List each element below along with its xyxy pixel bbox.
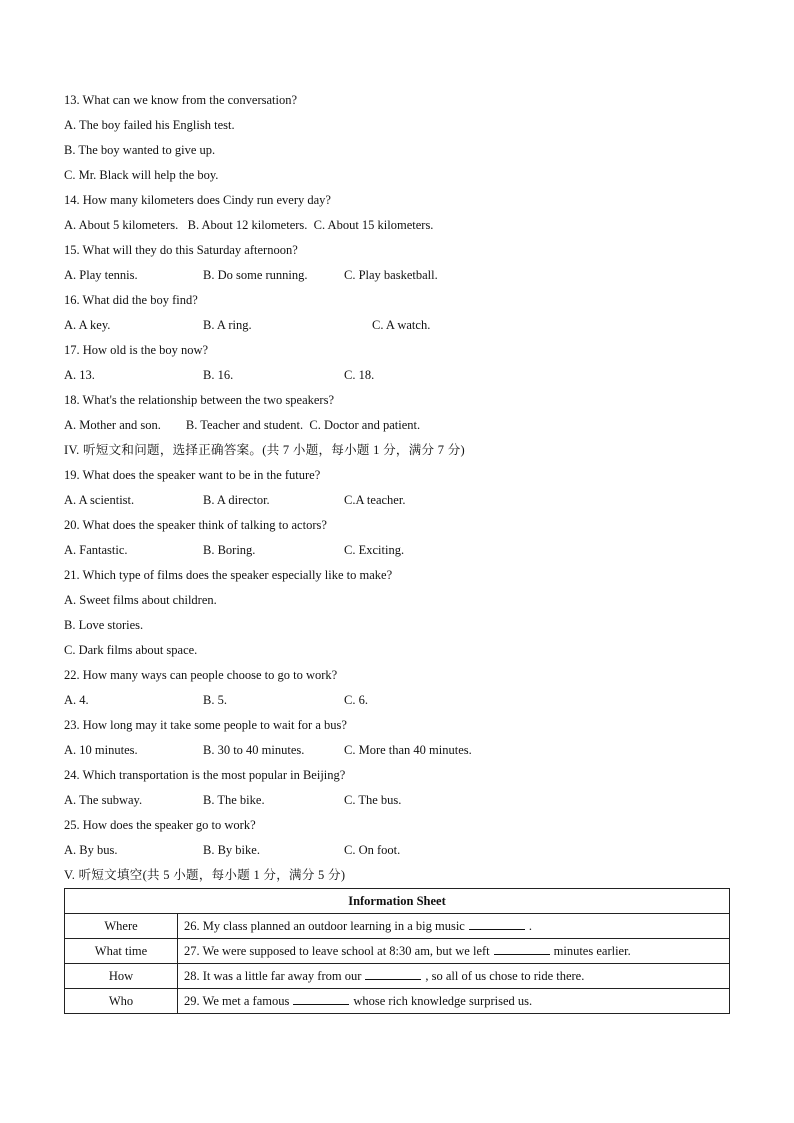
row-sentence: [178, 964, 730, 989]
question-text: 13. What can we know from the conversation?: [64, 93, 298, 107]
answer-option: A. The boy failed his English test.: [64, 118, 235, 132]
answer-option: C. Mr. Black will help the boy.: [64, 168, 219, 182]
question-text: 20. What does the speaker think of talking to actors?: [64, 518, 327, 532]
answer-blank[interactable]: [293, 993, 349, 1005]
question-text: 16. What did the boy find?: [64, 293, 198, 307]
answer-option: C. Exciting.: [344, 543, 405, 557]
answer-option: C. More than 40 minutes.: [344, 743, 472, 757]
answer-blank[interactable]: [469, 918, 525, 930]
question-text: 15. What will they do this Saturday afternoon?: [64, 243, 298, 257]
answer-option: C.A teacher.: [344, 493, 406, 507]
answer-option: B. Do some running.: [203, 268, 308, 282]
sentence-start: 26. My class planned an outdoor learning in a big music: [184, 919, 465, 933]
answer-option: A. A scientist.: [64, 493, 135, 507]
sentence-start: 27. We were supposed to leave school at 8:30 am, but we left: [184, 944, 490, 958]
row-sentence: [178, 914, 730, 939]
sentence-start: 29. We met a famous: [184, 994, 290, 1008]
row-label: Where: [65, 914, 178, 939]
information-sheet-table: [64, 888, 730, 1014]
question-text: 17. How old is the boy now?: [64, 343, 209, 357]
answer-option: B. A director.: [203, 493, 270, 507]
answer-option: A. A key.: [64, 318, 111, 332]
answer-option: C. Play basketball.: [344, 268, 438, 282]
answer-option: A. The subway.: [64, 793, 143, 807]
answer-options-row: [64, 488, 730, 513]
exam-page: [64, 88, 730, 1014]
answer-option: C. 6.: [344, 693, 368, 707]
row-label: What time: [65, 939, 178, 964]
sentence-end: .: [528, 919, 532, 933]
answer-options-line: A. About 5 kilometers. B. About 12 kilometers. C. About 15 kilometers.: [64, 218, 434, 232]
question-text: 19. What does the speaker want to be in the future?: [64, 468, 321, 482]
answer-option: B. 5.: [203, 693, 227, 707]
answer-option: C. Dark films about space.: [64, 643, 198, 657]
answer-options-row: [64, 363, 730, 388]
answer-option: B. The bike.: [203, 793, 265, 807]
answer-option: B. The boy wanted to give up.: [64, 143, 216, 157]
section-heading: V. 听短文填空(共 5 小题，每小题 1 分，满分 5 分): [64, 868, 346, 882]
answer-options-line: A. Mother and son. B. Teacher and student. C. Doctor and patient.: [64, 418, 421, 432]
answer-option: B. 30 to 40 minutes.: [203, 743, 305, 757]
question-text: 25. How does the speaker go to work?: [64, 818, 256, 832]
sentence-end: whose rich knowledge surprised us.: [353, 994, 533, 1008]
question-text: 22. How many ways can people choose to go to work?: [64, 668, 338, 682]
answer-options-row: [64, 538, 730, 563]
row-sentence: [178, 939, 730, 964]
answer-options-row: [64, 688, 730, 713]
sentence-end: minutes earlier.: [553, 944, 631, 958]
answer-option: B. A ring.: [203, 318, 252, 332]
answer-options-row: [64, 788, 730, 813]
table-row: [65, 989, 730, 1014]
sentence-end: , so all of us chose to ride there.: [425, 969, 585, 983]
question-text: 21. Which type of films does the speaker especially like to make?: [64, 568, 393, 582]
answer-option: A. Sweet films about children.: [64, 593, 217, 607]
answer-option: A. Play tennis.: [64, 268, 138, 282]
row-sentence: [178, 989, 730, 1014]
answer-options-row: [64, 313, 730, 338]
answer-option: A. 10 minutes.: [64, 743, 138, 757]
answer-option: A. By bus.: [64, 843, 118, 857]
answer-options-row: [64, 263, 730, 288]
answer-blank[interactable]: [494, 943, 550, 955]
answer-options-row: [64, 738, 730, 763]
answer-option: B. By bike.: [203, 843, 260, 857]
answer-blank[interactable]: [365, 968, 421, 980]
table-row: [65, 914, 730, 939]
answer-option: B. 16.: [203, 368, 234, 382]
answer-option: C. On foot.: [344, 843, 401, 857]
sentence-start: 28. It was a little far away from our: [184, 969, 362, 983]
answer-option: A. Fantastic.: [64, 543, 128, 557]
table-row: [65, 939, 730, 964]
section-heading: IV. 听短文和问题，选择正确答案。(共 7 小题，每小题 1 分，满分 7 分): [64, 443, 465, 457]
answer-options-row: [64, 838, 730, 863]
question-text: 18. What's the relationship between the two speakers?: [64, 393, 334, 407]
question-text: 23. How long may it take some people to wait for a bus?: [64, 718, 347, 732]
question-text: 14. How many kilometers does Cindy run every day?: [64, 193, 331, 207]
answer-option: C. The bus.: [344, 793, 402, 807]
answer-option: A. 4.: [64, 693, 89, 707]
answer-option: B. Boring.: [203, 543, 256, 557]
answer-option: A. 13.: [64, 368, 95, 382]
question-text: 24. Which transportation is the most popular in Beijing?: [64, 768, 346, 782]
row-label: Who: [65, 989, 178, 1014]
answer-option: C. 18.: [344, 368, 375, 382]
answer-option: C. A watch.: [372, 318, 431, 332]
table-title: Information Sheet: [65, 889, 730, 914]
row-label: How: [65, 964, 178, 989]
table-row: [65, 964, 730, 989]
answer-option: B. Love stories.: [64, 618, 144, 632]
